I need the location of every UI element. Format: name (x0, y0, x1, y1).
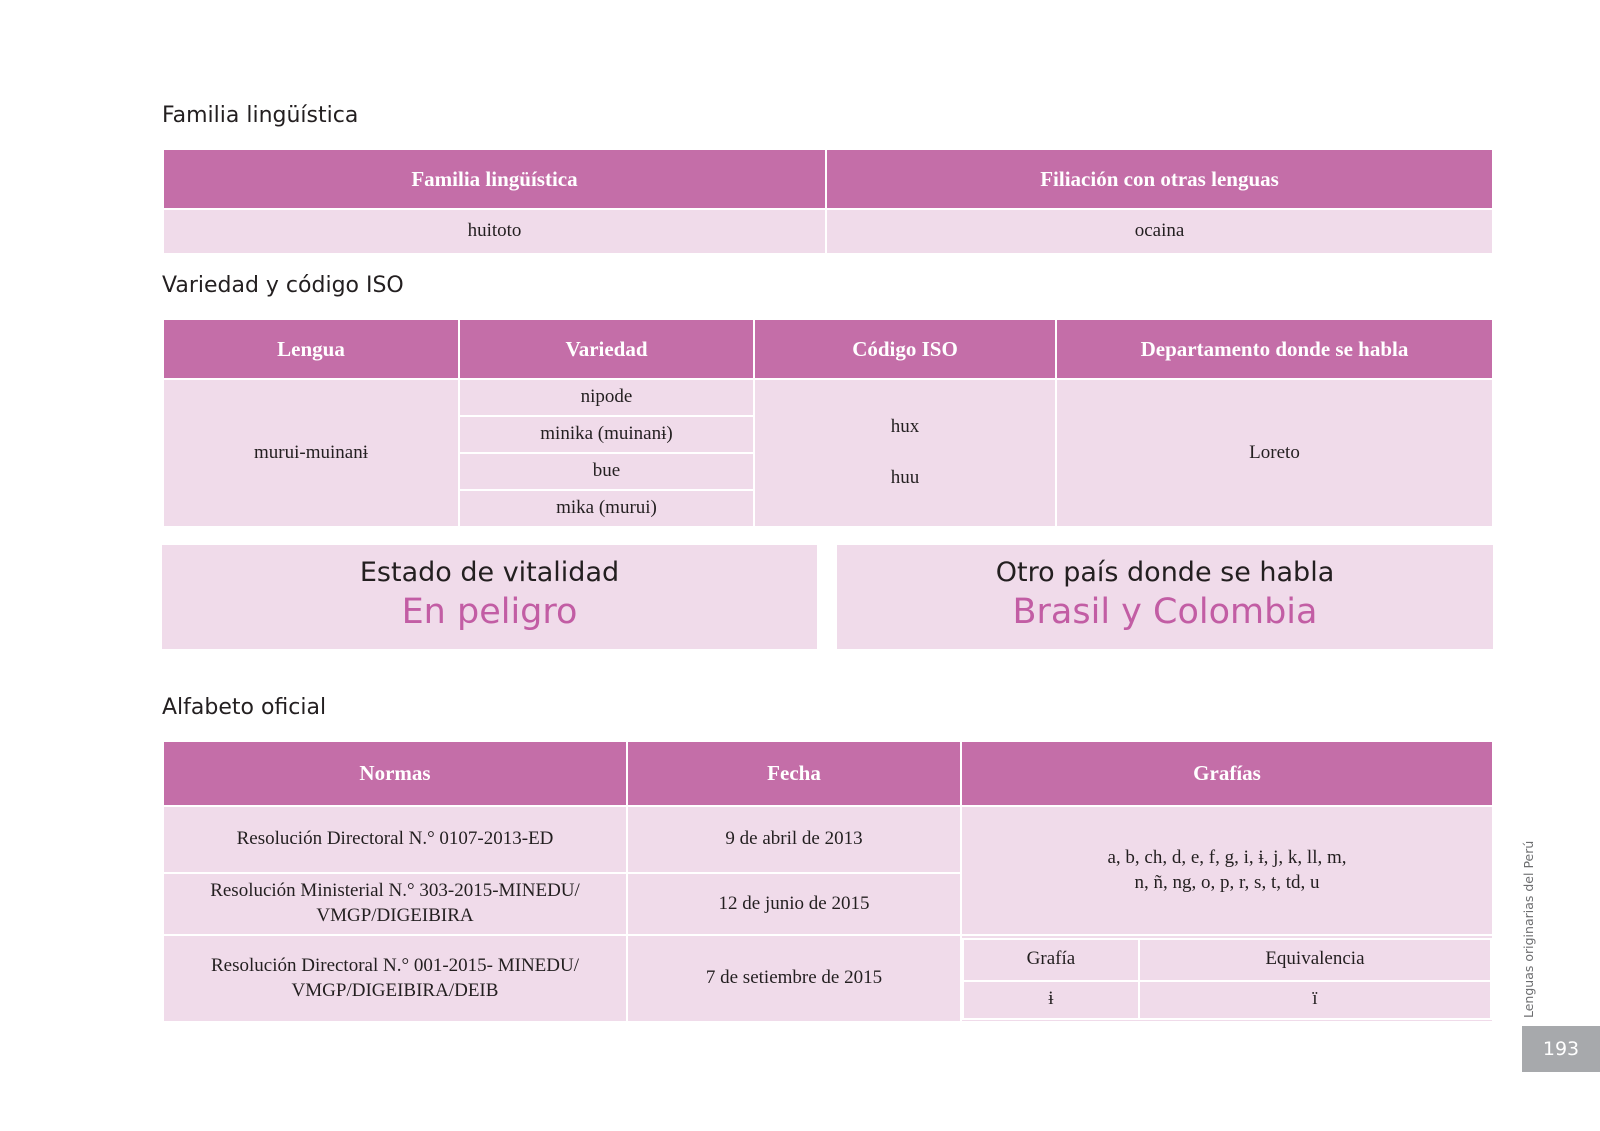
cell-variedad: bue (459, 453, 754, 490)
cell-grafias (961, 806, 1493, 935)
otro-pais-box (837, 545, 1493, 649)
section-title-alfabeto: Alfabeto oficial (162, 695, 327, 720)
cell-departamento: Loreto (1056, 379, 1493, 527)
cell-norma (163, 873, 627, 935)
familia-table (162, 148, 1494, 255)
cell-fecha: 7 de setiembre de 2015 (627, 935, 961, 1022)
header-fecha: Fecha (627, 741, 961, 806)
cell-fecha: 9 de abril de 2013 (627, 806, 961, 873)
cell-variedad: minika (muinanɨ) (459, 416, 754, 453)
header-lengua: Lengua (163, 319, 459, 379)
header-filiacion: Filiación con otras lenguas (826, 149, 1493, 209)
cell-equivalencia (961, 935, 1493, 1022)
otro-pais-value: Brasil y Colombia (1012, 592, 1318, 632)
equivalencia-table (962, 938, 1492, 1020)
iso-code: huu (890, 467, 920, 488)
vitalidad-box (162, 545, 817, 649)
section-title-familia: Familia lingüística (162, 103, 359, 128)
cell-filiacion: ocaina (826, 209, 1493, 254)
iso-table (162, 318, 1494, 528)
header-codigo-iso: Código ISO (754, 319, 1056, 379)
cell-lengua: murui-muinanɨ (163, 379, 459, 527)
equiv-value: ï (1139, 981, 1491, 1019)
iso-code: hux (890, 416, 920, 438)
page-number: 193 (1522, 1026, 1600, 1072)
cell-norma: Resolución Directoral N.° 0107-2013-ED (163, 806, 627, 873)
vitalidad-label: Estado de vitalidad (359, 557, 620, 588)
header-grafias: Grafías (961, 741, 1493, 806)
cell-familia: huitoto (163, 209, 826, 254)
norma-line: VMGP/DIGEIBIRA (316, 905, 474, 926)
equiv-header-equivalencia: Equivalencia (1139, 939, 1491, 981)
cell-codigo-iso (754, 379, 1056, 527)
cell-variedad: mika (murui) (459, 490, 754, 527)
grafias-line: n, ñ, ng, o, p, r, s, t, td, u (1134, 871, 1320, 893)
alfabeto-table (162, 740, 1494, 1023)
norma-line: Resolución Ministerial N.° 303-2015-MINEDU/ (210, 880, 580, 902)
norma-line: Resolución Directoral N.° 001-2015- MINEDU/ (211, 954, 579, 976)
otro-pais-label: Otro país donde se habla (995, 557, 1335, 588)
header-familia: Familia lingüística (163, 149, 826, 209)
header-departamento: Departamento donde se habla (1056, 319, 1493, 379)
grafias-line: a, b, ch, d, e, f, g, i, ɨ, j, k, ll, m, (1107, 846, 1347, 868)
equiv-grafia: ɨ (963, 981, 1139, 1019)
vitalidad-value: En peligro (401, 592, 578, 632)
cell-variedad: nipode (459, 379, 754, 416)
header-normas: Normas (163, 741, 627, 806)
section-title-variedad: Variedad y código ISO (162, 273, 404, 298)
header-variedad: Variedad (459, 319, 754, 379)
equiv-header-grafia: Grafía (963, 939, 1139, 981)
cell-fecha: 12 de junio de 2015 (627, 873, 961, 935)
cell-norma (163, 935, 627, 1022)
norma-line: VMGP/DIGEIBIRA/DEIB (291, 979, 499, 1001)
side-running-title: Lenguas originarias del Perú (1521, 840, 1536, 1018)
